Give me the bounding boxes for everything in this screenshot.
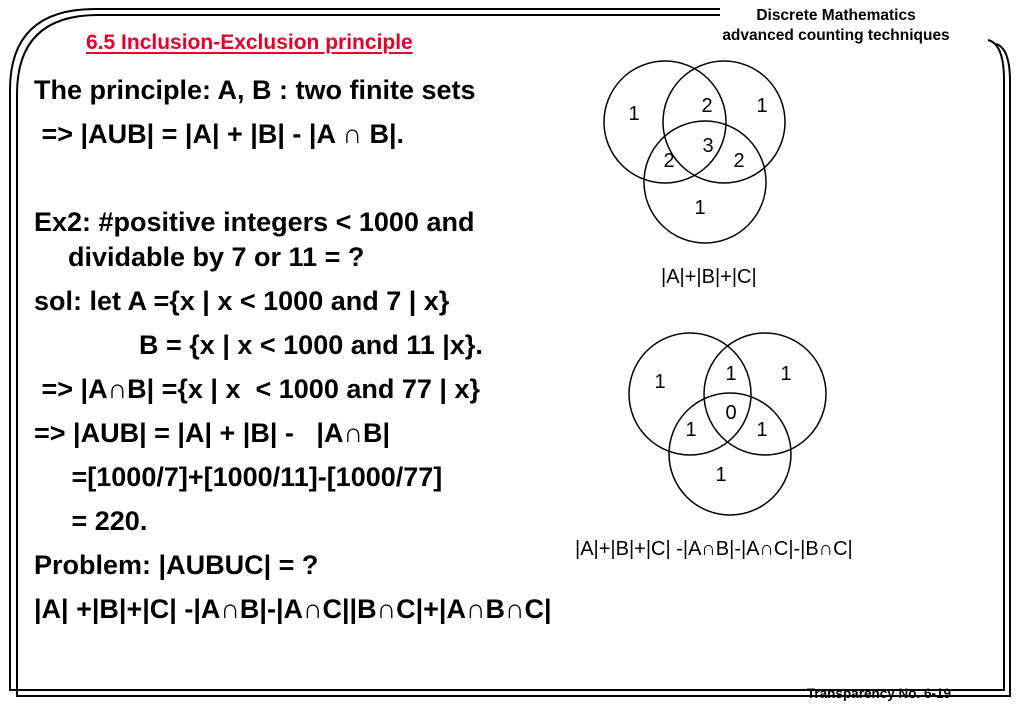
venn2-region-ac: 1 xyxy=(685,419,697,441)
venn2-region-b-only: 1 xyxy=(780,363,792,385)
venn1-region-c-only: 1 xyxy=(694,197,706,219)
course-title: Discrete Mathematics xyxy=(756,7,916,24)
venn1-region-abc: 3 xyxy=(702,135,714,157)
venn1-region-b-only: 1 xyxy=(756,95,768,117)
venn2-region-ab: 1 xyxy=(725,363,737,385)
venn1-region-a-only: 1 xyxy=(628,103,640,125)
body-line: Problem: |AUBUC| = ? xyxy=(34,550,319,580)
venn2-region-abc: 0 xyxy=(725,402,737,424)
body-line: sol: let A ={x | x < 1000 and 7 | x} xyxy=(34,286,450,316)
course-header xyxy=(671,6,1001,46)
course-subtitle: advanced counting techniques xyxy=(722,27,950,44)
body-line: Ex2: #positive integers < 1000 and xyxy=(34,207,475,237)
slide-body xyxy=(34,68,604,631)
body-line: =[1000/7]+[1000/11]-[1000/77] xyxy=(34,462,443,492)
body-line: => |AUB| = |A| + |B| - |A∩B| xyxy=(34,418,390,448)
body-line: B = {x | x < 1000 and 11 |x}. xyxy=(34,330,483,360)
venn1-region-ab: 2 xyxy=(701,95,713,117)
venn2-region-bc: 1 xyxy=(756,419,768,441)
venn-diagram-1 xyxy=(596,60,796,250)
slide-title: 6.5 Inclusion-Exclusion principle xyxy=(86,31,413,54)
transparency-number: Transparency No. 6-19 xyxy=(806,686,951,701)
body-line: |A| +|B|+|C| -|A∩B|-|A∩C||B∩C|+|A∩B∩C| xyxy=(34,594,552,624)
body-line-blank xyxy=(34,156,604,200)
body-line: => |A∩B| ={x | x < 1000 and 77 | x} xyxy=(34,374,480,404)
venn-diagram-2 xyxy=(621,332,831,522)
venn1-caption: |A|+|B|+|C| xyxy=(661,266,757,288)
venn1-region-bc: 2 xyxy=(733,150,745,172)
body-line: dividable by 7 or 11 = ? xyxy=(68,242,365,272)
body-line: => |AUB| = |A| + |B| - |A ∩ B|. xyxy=(34,119,404,149)
venn1-circle-b xyxy=(663,61,785,183)
venn2-caption: |A|+|B|+|C| -|A∩B|-|A∩C|-|B∩C| xyxy=(575,538,853,560)
venn2-region-a-only: 1 xyxy=(654,371,666,393)
venn1-region-ac: 2 xyxy=(663,150,675,172)
venn2-region-c-only: 1 xyxy=(715,464,727,486)
body-line: The principle: A, B : two finite sets xyxy=(34,75,476,105)
body-line: = 220. xyxy=(34,506,148,536)
